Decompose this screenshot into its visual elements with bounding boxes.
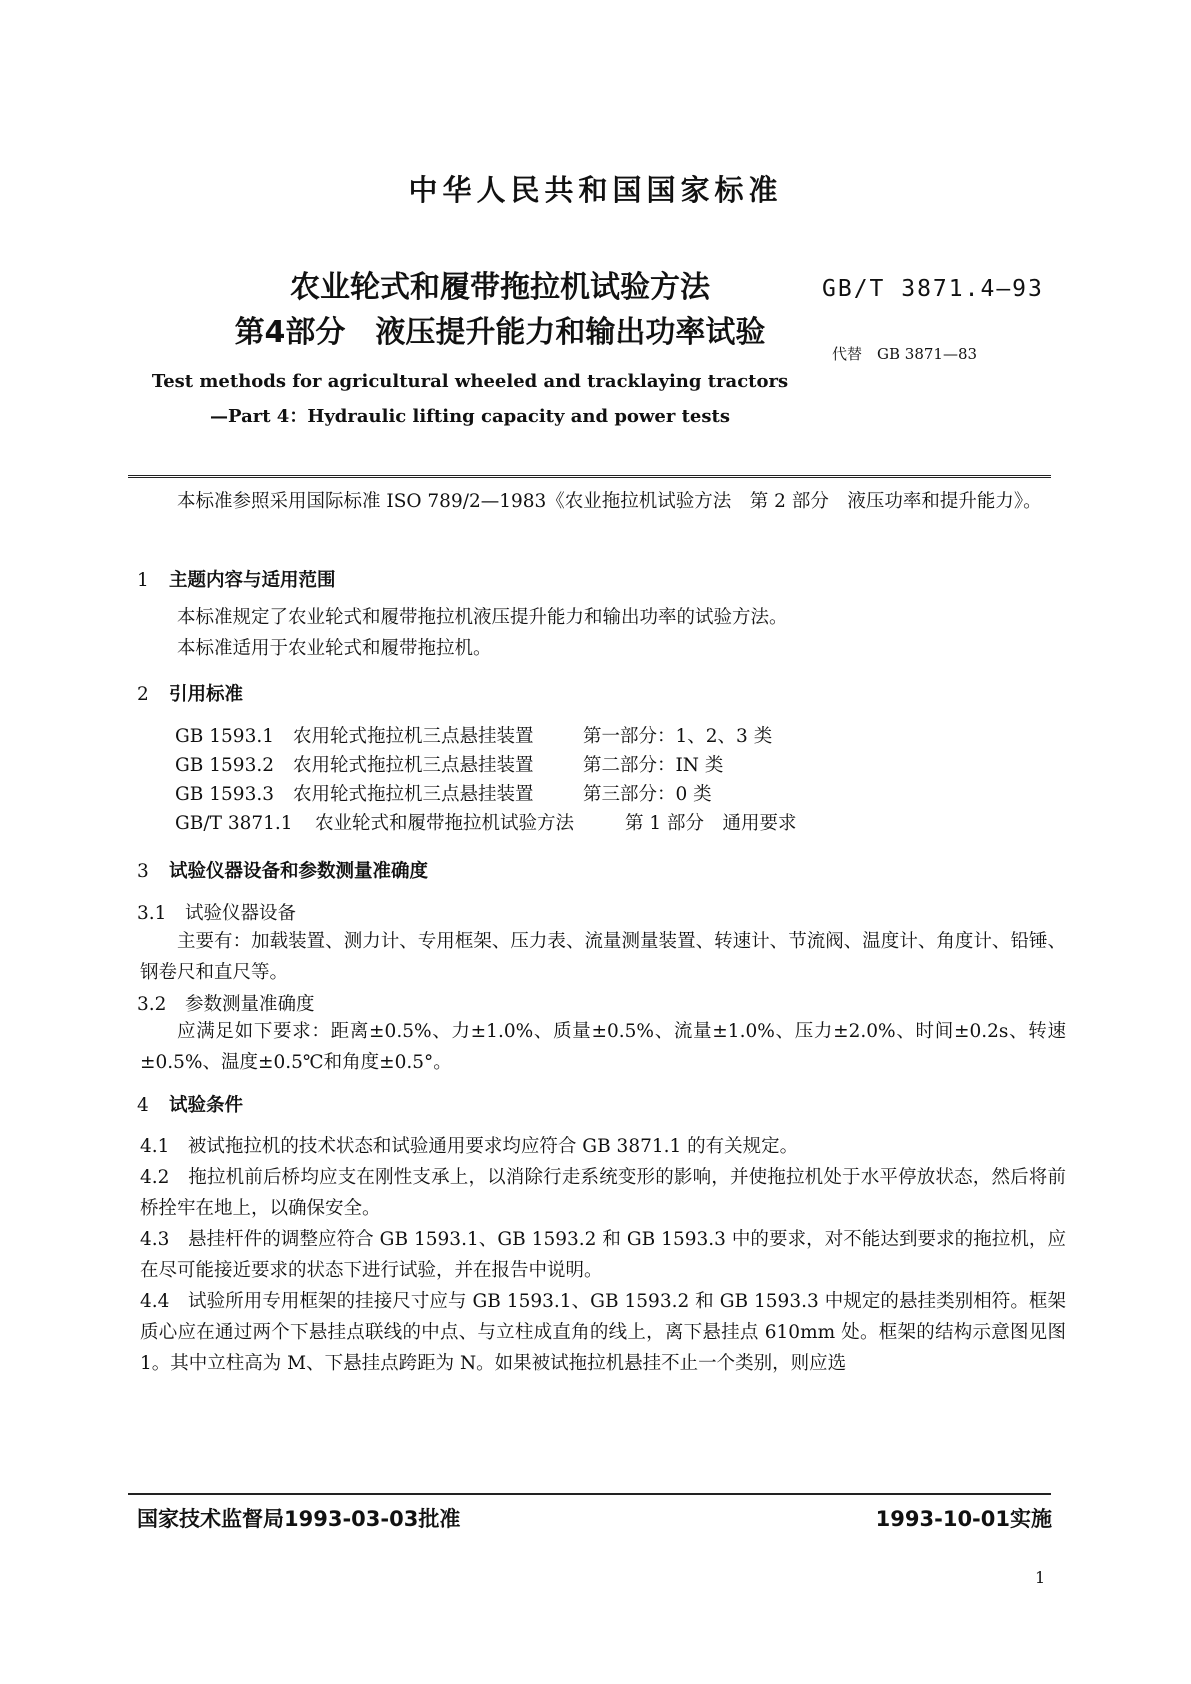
section-number: 2	[137, 684, 149, 705]
intro-paragraph: 本标准参照采用国际标准 ISO 789/2—1983《农业拖拉机试验方法 第 2 部分 液压功率和提升能力》。	[177, 491, 1042, 512]
page-number: 1	[1035, 1568, 1046, 1587]
footer-divider	[128, 1493, 1051, 1495]
section-1-paragraph-2: 本标准适用于农业轮式和履带拖拉机。	[177, 638, 492, 659]
section-4-heading	[137, 1091, 243, 1117]
approval-date: 国家技术监督局1993-03-03批准	[137, 1507, 461, 1531]
chinese-title-line-2: 第4部分 液压提升能力和输出功率试验	[234, 315, 766, 350]
section-3-1-text: 主要有：加载装置、测力计、专用框架、压力表、流量测量装置、转速计、节流阀、温度计、角度计、铅锤、钢卷尺和直尺等。	[140, 931, 1066, 983]
section-3-2-text: 应满足如下要求：距离±0.5%、力±1.0%、质量±0.5%、流量±1.0%、压力±2.0%、时间±0.2s、转速±0.5%、温度±0.5℃和角度±0.5°。	[140, 1021, 1066, 1073]
clause-4-3: 4.3 悬挂杆件的调整应符合 GB 1593.1、GB 1593.2 和 GB 1593.3 中的要求，对不能达到要求的拖拉机，应在尽可能接近要求的状态下进行试验，并在报告中说明。	[140, 1229, 1066, 1281]
national-standard-heading: 中华人民共和国国家标准	[408, 173, 783, 207]
header-divider	[128, 475, 1051, 478]
english-title-line-1: Test methods for agricultural wheeled and tracklaying tractors	[151, 371, 789, 392]
chinese-title-line-1: 农业轮式和履带拖拉机试验方法	[290, 270, 710, 305]
section-3-2-heading: 3.2 参数测量准确度	[137, 994, 315, 1015]
section-title: 试验条件	[169, 1095, 244, 1116]
section-title: 试验仪器设备和参数测量准确度	[169, 861, 429, 882]
reference-item: GB 1593.1 农用轮式拖拉机三点悬挂装置 第一部分：1、2、3 类	[175, 726, 773, 747]
section-number: 4	[137, 1095, 149, 1116]
section-number: 1	[137, 570, 149, 591]
section-title: 引用标准	[169, 684, 244, 705]
section-2-heading	[137, 680, 243, 706]
reference-item: GB/T 3871.1 农业轮式和履带拖拉机试验方法 第 1 部分 通用要求	[175, 813, 797, 834]
clause-4-4: 4.4 试验所用专用框架的挂接尺寸应与 GB 1593.1、GB 1593.2 和 GB 1593.3 中规定的悬挂类别相符。框架质心应在通过两个下悬挂点联线的中点、与立柱成直角的线上，离下悬挂点 610mm 处。框架的结构示意图见图 1。其中立柱高为 M、下悬挂点跨距为 N。如果被试拖拉机悬挂不止一个类别，则应选	[140, 1291, 1066, 1374]
clause-4-2: 4.2 拖拉机前后桥均应支在刚性支承上，以消除行走系统变形的影响，并使拖拉机处于水平停放状态，然后将前桥拴牢在地上，以确保安全。	[140, 1167, 1066, 1219]
section-1-heading	[137, 566, 336, 592]
section-3-heading	[137, 857, 428, 883]
section-1-paragraph-1: 本标准规定了农业轮式和履带拖拉机液压提升能力和输出功率的试验方法。	[177, 607, 788, 628]
reference-item: GB 1593.3 农用轮式拖拉机三点悬挂装置 第三部分：0 类	[175, 784, 712, 805]
reference-item: GB 1593.2 农用轮式拖拉机三点悬挂装置 第二部分：IN 类	[175, 755, 724, 776]
english-title-line-2: —Part 4：Hydraulic lifting capacity and power tests	[210, 406, 730, 427]
section-number: 3	[137, 861, 149, 882]
section-3-1-heading: 3.1 试验仪器设备	[137, 903, 297, 924]
implementation-date: 1993-10-01实施	[875, 1507, 1052, 1531]
standard-number: GB/T 3871.4—93	[822, 276, 1044, 302]
replaces-standard: 代替 GB 3871—83	[832, 345, 978, 363]
clause-4-1: 4.1 被试拖拉机的技术状态和试验通用要求均应符合 GB 3871.1 的有关规定。	[140, 1136, 799, 1157]
section-title: 主题内容与适用范围	[169, 570, 336, 591]
